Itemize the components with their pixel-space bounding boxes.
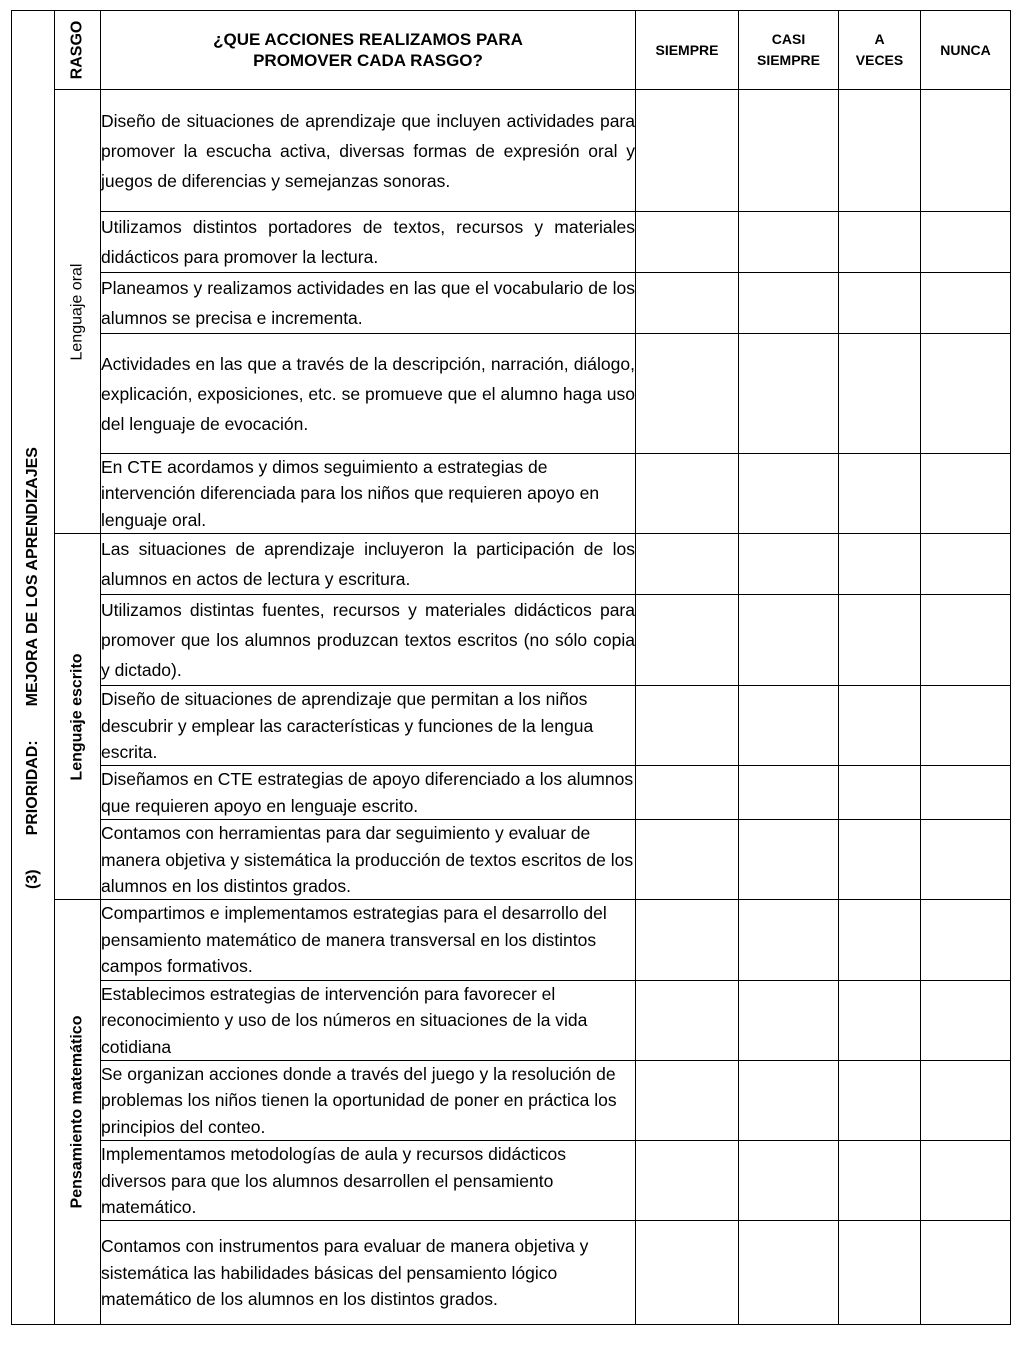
response-cell-a-veces[interactable] bbox=[839, 686, 921, 766]
response-cell-casi-siempre[interactable] bbox=[739, 273, 839, 334]
option-header-a-veces bbox=[839, 11, 921, 90]
response-cell-casi-siempre[interactable] bbox=[739, 980, 839, 1060]
table-row bbox=[12, 900, 1011, 980]
response-cell-nunca[interactable] bbox=[921, 212, 1011, 273]
response-cell-casi-siempre[interactable] bbox=[739, 1060, 839, 1140]
priority-title: MEJORA DE LOS APRENDIZAJES bbox=[24, 446, 41, 706]
header-row bbox=[12, 11, 1011, 90]
response-cell-casi-siempre[interactable] bbox=[739, 1221, 839, 1325]
response-cell-siempre[interactable] bbox=[636, 334, 739, 454]
response-cell-a-veces[interactable] bbox=[839, 1221, 921, 1325]
table-row bbox=[12, 273, 1011, 334]
response-cell-nunca[interactable] bbox=[921, 595, 1011, 686]
response-cell-casi-siempre[interactable] bbox=[739, 454, 839, 534]
response-cell-siempre[interactable] bbox=[636, 454, 739, 534]
response-cell-nunca[interactable] bbox=[921, 1141, 1011, 1221]
response-cell-a-veces[interactable] bbox=[839, 820, 921, 900]
table-row bbox=[12, 766, 1011, 820]
table-row bbox=[12, 980, 1011, 1060]
table-row bbox=[12, 1060, 1011, 1140]
action-text: Contamos con instrumentos para evaluar de manera objetiva y sistemática las habilidades básicas del pensamiento lógico matemático de los alumnos en los distintos grados. bbox=[101, 1221, 636, 1325]
response-cell-casi-siempre[interactable] bbox=[739, 820, 839, 900]
priority-label bbox=[12, 23, 54, 1313]
response-cell-nunca[interactable] bbox=[921, 1221, 1011, 1325]
table-row bbox=[12, 595, 1011, 686]
response-cell-nunca[interactable] bbox=[921, 686, 1011, 766]
response-cell-nunca[interactable] bbox=[921, 1060, 1011, 1140]
response-cell-a-veces[interactable] bbox=[839, 534, 921, 595]
option-aveces-label-1: A bbox=[874, 31, 885, 47]
response-cell-nunca[interactable] bbox=[921, 900, 1011, 980]
question-line-2: PROMOVER CADA RASGO? bbox=[253, 51, 483, 70]
rasgo-header bbox=[55, 11, 101, 90]
evaluation-table bbox=[11, 10, 1011, 1325]
response-cell-nunca[interactable] bbox=[921, 820, 1011, 900]
response-cell-nunca[interactable] bbox=[921, 90, 1011, 212]
response-cell-siempre[interactable] bbox=[636, 980, 739, 1060]
action-text: Establecimos estrategias de intervención para favorecer el reconocimiento y uso de los números en situaciones de la vida cotidiana bbox=[101, 980, 636, 1060]
table-row bbox=[12, 212, 1011, 273]
option-header-casi-siempre bbox=[739, 11, 839, 90]
trait-cell-oral bbox=[55, 90, 101, 534]
option-nunca-label: NUNCA bbox=[940, 41, 991, 58]
response-cell-a-veces[interactable] bbox=[839, 595, 921, 686]
trait-label: Lenguaje escrito bbox=[68, 653, 86, 781]
rasgo-header-text: RASGO bbox=[68, 20, 86, 80]
trait-cell-escrito bbox=[55, 534, 101, 900]
action-text: Diseño de situaciones de aprendizaje que incluyen actividades para promover la escucha activa, diversas formas de expresión oral y juegos de diferencias y semejanzas sonoras. bbox=[101, 90, 636, 212]
priority-cell bbox=[12, 11, 55, 1325]
action-text: Utilizamos distintos portadores de textos, recursos y materiales didácticos para promover la lectura. bbox=[101, 212, 636, 273]
option-aveces-label-2: VECES bbox=[855, 52, 904, 68]
response-cell-a-veces[interactable] bbox=[839, 980, 921, 1060]
response-cell-casi-siempre[interactable] bbox=[739, 900, 839, 980]
response-cell-a-veces[interactable] bbox=[839, 334, 921, 454]
table-body bbox=[12, 11, 1011, 1325]
response-cell-siempre[interactable] bbox=[636, 686, 739, 766]
response-cell-siempre[interactable] bbox=[636, 820, 739, 900]
response-cell-casi-siempre[interactable] bbox=[739, 1141, 839, 1221]
response-cell-casi-siempre[interactable] bbox=[739, 595, 839, 686]
response-cell-a-veces[interactable] bbox=[839, 273, 921, 334]
response-cell-casi-siempre[interactable] bbox=[739, 534, 839, 595]
action-text: Diseñamos en CTE estrategias de apoyo diferenciado a los alumnos que requieren apoyo en lenguaje escrito. bbox=[101, 766, 636, 820]
option-siempre-label: SIEMPRE bbox=[655, 41, 719, 58]
response-cell-siempre[interactable] bbox=[636, 1060, 739, 1140]
response-cell-a-veces[interactable] bbox=[839, 766, 921, 820]
action-text: Actividades en las que a través de la descripción, narración, diálogo, explicación, exposiciones, etc. se promueve que el alumno haga uso del lenguaje de evocación. bbox=[101, 334, 636, 454]
action-text: Planeamos y realizamos actividades en las que el vocabulario de los alumnos se precisa e incrementa. bbox=[101, 273, 636, 334]
response-cell-siempre[interactable] bbox=[636, 1141, 739, 1221]
priority-label-text: PRIORIDAD: bbox=[24, 739, 41, 836]
action-text: Se organizan acciones donde a través del juego y la resolución de problemas los niños tienen la oportunidad de poner en práctica los principios del conteo. bbox=[101, 1060, 636, 1140]
response-cell-siempre[interactable] bbox=[636, 1221, 739, 1325]
option-header-siempre bbox=[636, 11, 739, 90]
response-cell-siempre[interactable] bbox=[636, 212, 739, 273]
response-cell-siempre[interactable] bbox=[636, 900, 739, 980]
response-cell-siempre[interactable] bbox=[636, 595, 739, 686]
action-text: En CTE acordamos y dimos seguimiento a estrategias de intervención diferenciada para los niños que requieren apoyo en lenguaje oral. bbox=[101, 454, 636, 534]
response-cell-siempre[interactable] bbox=[636, 534, 739, 595]
response-cell-nunca[interactable] bbox=[921, 454, 1011, 534]
action-text: Contamos con herramientas para dar seguimiento y evaluar de manera objetiva y sistemática la producción de textos escritos de los alumnos en los distintos grados. bbox=[101, 820, 636, 900]
trait-label: Pensamiento matemático bbox=[68, 1015, 86, 1209]
question-line-1: ¿QUE ACCIONES REALIZAMOS PARA bbox=[213, 30, 523, 49]
table-row bbox=[12, 820, 1011, 900]
table-row bbox=[12, 454, 1011, 534]
response-cell-casi-siempre[interactable] bbox=[739, 334, 839, 454]
question-header bbox=[101, 11, 636, 90]
action-text: Utilizamos distintas fuentes, recursos y materiales didácticos para promover que los alumnos produzcan textos escritos (no sólo copia y dictado). bbox=[101, 595, 636, 686]
response-cell-a-veces[interactable] bbox=[839, 454, 921, 534]
table-row bbox=[12, 90, 1011, 212]
response-cell-a-veces[interactable] bbox=[839, 1060, 921, 1140]
response-cell-nunca[interactable] bbox=[921, 273, 1011, 334]
trait-cell-matematico bbox=[55, 900, 101, 1325]
option-casi-label-2: SIEMPRE bbox=[756, 52, 820, 68]
action-text: Diseño de situaciones de aprendizaje que permitan a los niños descubrir y emplear las características y funciones de la lengua escrita. bbox=[101, 686, 636, 766]
table-row bbox=[12, 1221, 1011, 1325]
response-cell-casi-siempre[interactable] bbox=[739, 212, 839, 273]
response-cell-casi-siempre[interactable] bbox=[739, 90, 839, 212]
option-casi-label-1: CASI bbox=[771, 31, 806, 47]
table-row bbox=[12, 1141, 1011, 1221]
action-text: Implementamos metodologías de aula y recursos didácticos diversos para que los alumnos desarrollen el pensamiento matemático. bbox=[101, 1141, 636, 1221]
table-row bbox=[12, 334, 1011, 454]
response-cell-siempre[interactable] bbox=[636, 766, 739, 820]
response-cell-nunca[interactable] bbox=[921, 766, 1011, 820]
response-cell-a-veces[interactable] bbox=[839, 212, 921, 273]
response-cell-a-veces[interactable] bbox=[839, 1141, 921, 1221]
action-text: Compartimos e implementamos estrategias para el desarrollo del pensamiento matemático de manera transversal en los distintos campos formativos. bbox=[101, 900, 636, 980]
priority-number: (3) bbox=[24, 869, 41, 889]
action-text: Las situaciones de aprendizaje incluyeron la participación de los alumnos en actos de lectura y escritura. bbox=[101, 534, 636, 595]
response-cell-nunca[interactable] bbox=[921, 980, 1011, 1060]
option-header-nunca bbox=[921, 11, 1011, 90]
trait-label: Lenguaje oral bbox=[68, 263, 86, 361]
response-cell-a-veces[interactable] bbox=[839, 900, 921, 980]
table-row bbox=[12, 534, 1011, 595]
response-cell-siempre[interactable] bbox=[636, 273, 739, 334]
response-cell-nunca[interactable] bbox=[921, 334, 1011, 454]
response-cell-casi-siempre[interactable] bbox=[739, 766, 839, 820]
table-row bbox=[12, 686, 1011, 766]
response-cell-casi-siempre[interactable] bbox=[739, 686, 839, 766]
response-cell-nunca[interactable] bbox=[921, 534, 1011, 595]
response-cell-a-veces[interactable] bbox=[839, 90, 921, 212]
response-cell-siempre[interactable] bbox=[636, 90, 739, 212]
